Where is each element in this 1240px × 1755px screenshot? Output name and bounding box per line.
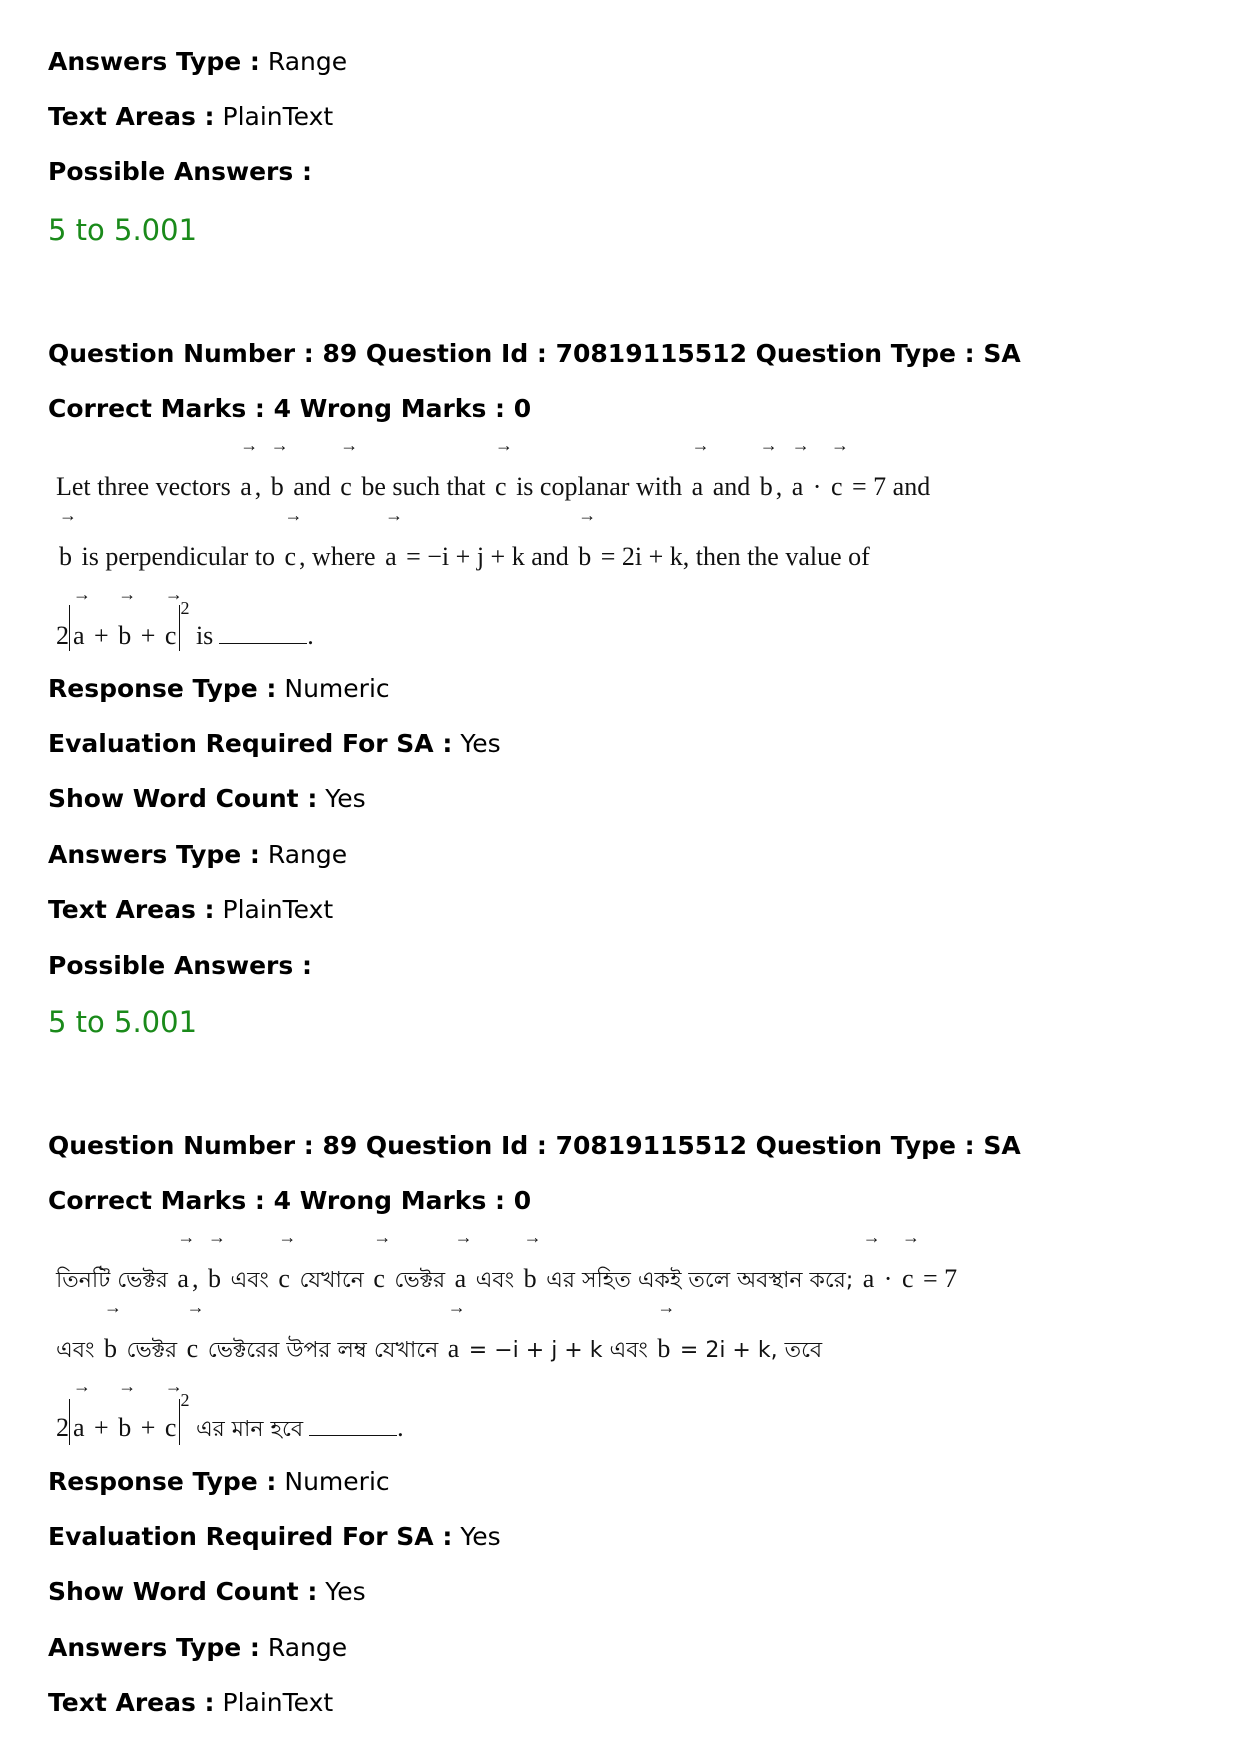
answers-type-label: Answers Type :: [48, 47, 260, 76]
possible-answers-row: [48, 156, 312, 188]
vector-a: → a: [240, 435, 259, 501]
question-text-image-bengali: তিনটি ভেক্টর → a , → b এবং → c যেখানে → c ভেক্টর → a এবং → b এর সহিত একই তলে অবস্থান করে; → a · → c = 7 এবং → b ভেক্টর → c ভেক্টরের উপর লম্ব যেখানে → a = −i + j + k এবং → b = 2i + k, তবে 2 → a + → b + → $c^2$ এর মান হবে .: [56, 1240, 956, 1440]
question-marks: Correct Marks : 4 Wrong Marks : 0: [48, 394, 532, 423]
answer-blank: [219, 643, 307, 644]
response-type-row: Response Type : Numeric: [48, 674, 390, 703]
possible-answers-value: 5 to 5.001: [48, 213, 198, 247]
possible-answers-row: Possible Answers :: [48, 951, 312, 980]
text-areas-row: Text Areas : PlainText: [48, 895, 334, 924]
response-type-row: Response Type : Numeric: [48, 1467, 390, 1496]
question-marks: Correct Marks : 4 Wrong Marks : 0: [48, 1186, 532, 1215]
question-header: Question Number : 89 Question Id : 70819115512 Question Type : SA: [48, 1131, 1021, 1160]
answers-type-row: [48, 46, 347, 78]
possible-answers-value: 5 to 5.001: [48, 1005, 198, 1039]
answer-blank: [309, 1435, 397, 1436]
question-text-image: Let three vectors → a , → b and → c be such that → c is coplanar with → a and → b , → a · → c = 7 and → b is perpendicular to → c , where → a = −i + j + k and → b = 2i + k, then the value of 2 → a + → b + → $c^2$ is .: [56, 435, 931, 650]
text-areas-label: Text Areas :: [48, 102, 215, 131]
vector-c: → c: [340, 435, 359, 501]
text-areas-row: [48, 101, 333, 133]
answers-type-row: Answers Type : Range: [48, 1633, 348, 1662]
answers-type-row: Answers Type : Range: [48, 840, 348, 869]
vector-b: → b: [270, 435, 289, 501]
text-areas-value: PlainText: [222, 102, 334, 131]
evaluation-required-row: Evaluation Required For SA : Yes: [48, 729, 501, 758]
answers-type-value: Range: [267, 47, 348, 76]
text-areas-row: Text Areas : PlainText: [48, 1688, 334, 1717]
show-word-count-row: Show Word Count : Yes: [48, 784, 366, 813]
evaluation-required-row: Evaluation Required For SA : Yes: [48, 1522, 501, 1551]
possible-answers-label: Possible Answers :: [48, 157, 312, 186]
show-word-count-row: Show Word Count : Yes: [48, 1577, 366, 1606]
question-header: Question Number : 89 Question Id : 70819115512 Question Type : SA: [48, 339, 1021, 368]
